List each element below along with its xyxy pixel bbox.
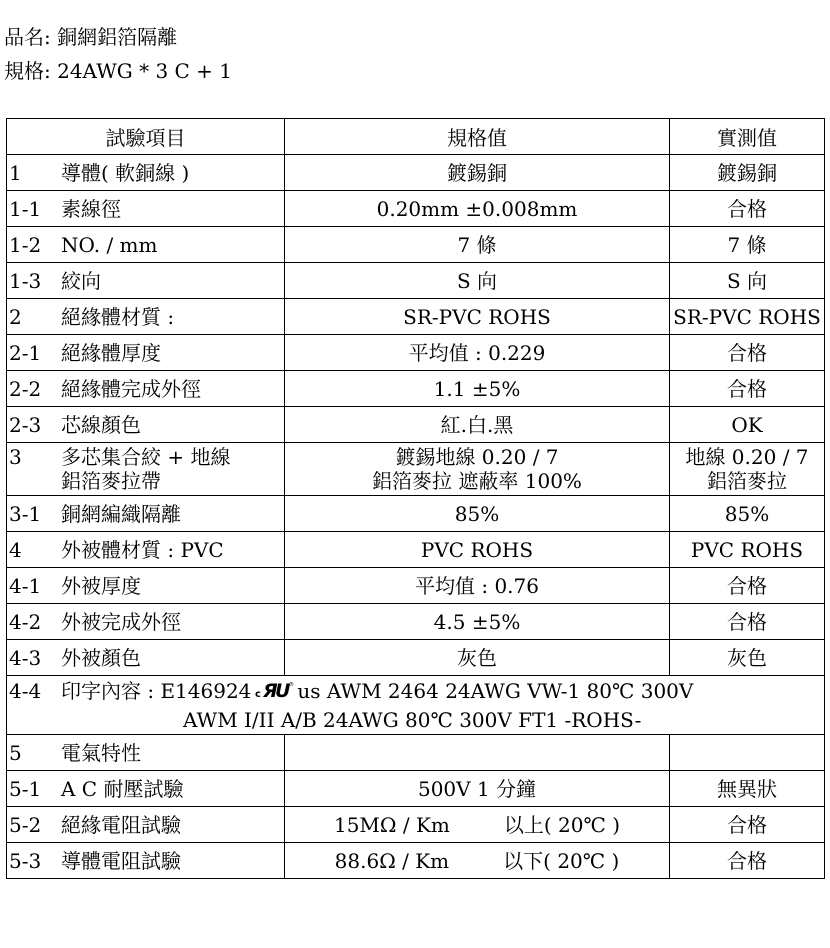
row-number: 2-2 [9,376,42,401]
table-row [7,335,825,371]
row-number: 2 [9,304,22,329]
row-measured: 合格 [670,807,825,843]
table-row [7,568,825,604]
table-row [7,263,825,299]
row-item: 絕緣體厚度 [61,340,161,365]
row-number: 1-3 [9,268,42,293]
row-number: 5 [9,740,22,765]
row-measured [670,735,825,771]
row-item: NO. / mm [61,232,158,257]
row-spec: 鍍錫銅 [285,155,670,191]
spec-line [4,58,232,84]
row-measured: 合格 [670,568,825,604]
row-spec: 85% [285,496,670,532]
col-header-measured: 實測值 [670,119,825,155]
row-spec: S 向 [285,263,670,299]
row-spec-condition: 以上( 20℃ ) [503,812,621,837]
row-number: 3-1 [9,501,42,526]
row-spec [285,735,670,771]
row-spec: 鍍錫地線 0.20 / 7 [395,445,559,469]
row-item: 外被完成外徑 [61,609,181,634]
row-measured: 合格 [670,371,825,407]
row-measured: 合格 [670,604,825,640]
row-item: 導體電阻試驗 [61,848,181,873]
product-name-line [4,24,177,50]
table-row [7,443,825,496]
table-row [7,532,825,568]
row-spec: 平均值 : 0.76 [285,568,670,604]
row-measured: 7 條 [670,227,825,263]
row-item: 電氣特性 [61,740,141,765]
row-number: 4 [9,537,22,562]
spec-label: 規格: [4,59,51,83]
row-spec: 7 條 [285,227,670,263]
table-row [7,604,825,640]
row-measured: 鍍錫銅 [670,155,825,191]
row-spec-line2: 鋁箔麥拉 遮蔽率 100% [372,469,582,493]
row-spec: 4.5 ±5% [285,604,670,640]
test-report-table [6,118,825,879]
svg-text:Я: Я [263,679,279,701]
table-row [7,407,825,443]
svg-text:®: ® [289,681,295,688]
row-spec: 灰色 [285,640,670,676]
product-name-value: 銅網鋁箔隔離 [57,25,178,49]
row-spec: 15MΩ / Km [333,812,450,837]
marking-line-2: AWM I/II A/B 24AWG 80℃ 300V FT1 -ROHS- [183,707,642,732]
svg-text:c: c [255,688,262,700]
row-item: 外被顏色 [61,645,141,670]
row-measured: PVC ROHS [670,532,825,568]
product-name-label: 品名: [4,25,51,49]
row-spec-condition: 以下( 20℃ ) [503,848,620,873]
row-number: 4-2 [9,609,42,634]
row-item: 芯線顏色 [61,412,141,437]
row-item: A C 耐壓試驗 [61,776,184,801]
table-row [7,371,825,407]
row-spec: 1.1 ±5% [285,371,670,407]
row-measured-line2: 鋁箔麥拉 [707,469,787,493]
table-row [7,191,825,227]
row-spec: 紅.白.黑 [285,407,670,443]
table-row [7,496,825,532]
row-number: 3 [9,445,22,469]
table-row [7,227,825,263]
table-row [7,843,825,879]
svg-text:U: U [275,679,291,701]
row-spec: 0.20mm ±0.008mm [285,191,670,227]
row-item: 銅網編織隔離 [61,501,181,526]
row-item: 素線徑 [61,196,121,221]
row-item: 絕緣電阻試驗 [61,812,181,837]
row-number: 2-3 [9,412,42,437]
row-measured: 地線 0.20 / 7 [685,445,809,469]
row-spec: PVC ROHS [285,532,670,568]
row-number: 4-4 [9,678,42,703]
table-row [7,640,825,676]
row-item: 絕緣體完成外徑 [61,376,201,401]
row-measured: 合格 [670,843,825,879]
row-measured: 合格 [670,191,825,227]
row-measured: 灰色 [670,640,825,676]
row-number: 1-1 [9,196,42,221]
row-measured: S 向 [670,263,825,299]
row-item: 絕緣體材質 : [61,304,175,329]
marking-suffix: us AWM 2464 24AWG VW-1 80℃ 300V [297,678,694,703]
table-row [7,299,825,335]
row-spec: 平均值 : 0.229 [285,335,670,371]
row-spec: 88.6Ω / Km [334,848,450,873]
row-item-line2: 鋁箔麥拉帶 [61,469,161,493]
row-measured: SR-PVC ROHS [670,299,825,335]
row-spec: SR-PVC ROHS [285,299,670,335]
row-number: 4-3 [9,645,42,670]
marking-row [7,676,825,735]
row-item: 多芯集合絞 + 地線 [61,445,231,469]
row-item: 外被體材質 : PVC [61,537,224,562]
row-number: 5-1 [9,776,42,801]
row-item: 絞向 [61,268,101,293]
table-row [7,771,825,807]
row-number: 5-2 [9,812,42,837]
ul-recognized-mark-icon [255,679,295,707]
table-row [7,735,825,771]
col-header-spec: 規格值 [285,119,670,155]
row-number: 1-2 [9,232,42,257]
row-measured: 合格 [670,335,825,371]
row-spec: 500V 1 分鐘 [285,771,670,807]
row-item: 外被厚度 [61,573,141,598]
row-number: 5-3 [9,848,42,873]
table-row [7,807,825,843]
row-item: 導體( 軟銅線 ) [61,160,190,185]
marking-line-1 [7,678,824,707]
col-header-item: 試驗項目 [7,119,285,155]
row-number: 4-1 [9,573,42,598]
row-measured: 85% [670,496,825,532]
row-measured: 無異狀 [670,771,825,807]
row-number: 2-1 [9,340,42,365]
spec-value: 24AWG * 3 C + 1 [57,59,233,83]
row-measured: OK [670,407,825,443]
row-number: 1 [9,160,22,185]
marking-prefix: 印字內容 : E146924 [61,678,252,703]
table-row [7,155,825,191]
